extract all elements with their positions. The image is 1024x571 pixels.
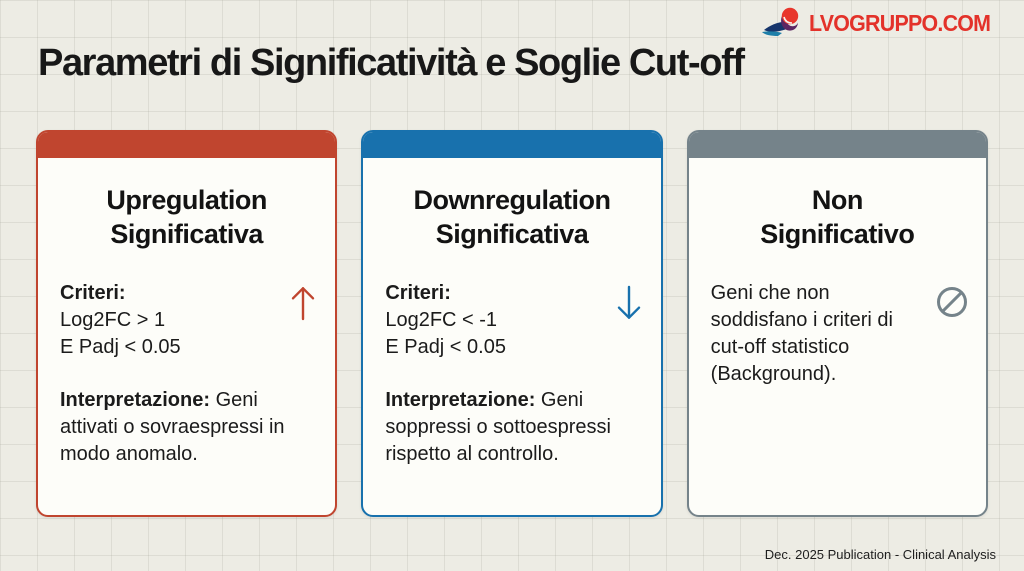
card-non-significativo-body bbox=[689, 252, 986, 388]
criteria-block bbox=[60, 280, 181, 361]
site-logo bbox=[760, 5, 1004, 41]
interpretation-text: Geni soppressi o sottoespressi rispetto al controllo. bbox=[385, 388, 611, 465]
prohibition-icon bbox=[930, 280, 970, 320]
card-downregulation-body bbox=[363, 252, 660, 468]
interpretation-label: Interpretazione: bbox=[60, 388, 211, 411]
criteria-label: Criteri: bbox=[60, 281, 126, 304]
arrow-up-icon bbox=[279, 280, 319, 322]
logo-text: LVOGRUPPO.COM bbox=[809, 9, 991, 36]
interpretation-block bbox=[385, 387, 644, 468]
card-upregulation-header-bar bbox=[38, 132, 335, 158]
description-text: Geni che non soddisfano i criteri di cut-off statistico (Background). bbox=[710, 281, 893, 385]
card-upregulation-body bbox=[38, 252, 335, 468]
card-non-significativo bbox=[687, 130, 988, 517]
interpretation-text: Geni attivati o sovraespressi in modo anomalo. bbox=[60, 388, 285, 465]
card-non-significativo-title: Non Significativo bbox=[760, 185, 915, 250]
interpretation-label: Interpretazione: bbox=[385, 388, 536, 411]
criteria-line: Log2FC < -1 bbox=[385, 308, 498, 331]
card-upregulation-title: Upregulation Significativa bbox=[106, 185, 267, 250]
page-title: Parametri di Significatività e Soglie Cut-off bbox=[38, 42, 744, 84]
arrow-down-icon bbox=[605, 280, 645, 322]
card-downregulation bbox=[361, 130, 662, 517]
card-upregulation bbox=[36, 130, 337, 517]
card-downregulation-header-bar bbox=[363, 132, 660, 158]
interpretation-block bbox=[60, 387, 319, 468]
criteria-line: E Padj < 0.05 bbox=[385, 335, 506, 358]
footer-note: Dec. 2025 Publication - Clinical Analysis bbox=[764, 547, 996, 562]
cards-row bbox=[36, 130, 988, 517]
criteria-line: Log2FC > 1 bbox=[60, 308, 166, 331]
card-downregulation-title: Downregulation Significativa bbox=[413, 185, 611, 250]
card-non-significativo-header-bar bbox=[689, 132, 986, 158]
criteria-block bbox=[385, 280, 506, 361]
criteria-label: Criteri: bbox=[385, 281, 451, 304]
criteria-line: E Padj < 0.05 bbox=[60, 335, 181, 358]
bird-ball-logo-icon bbox=[760, 5, 808, 41]
